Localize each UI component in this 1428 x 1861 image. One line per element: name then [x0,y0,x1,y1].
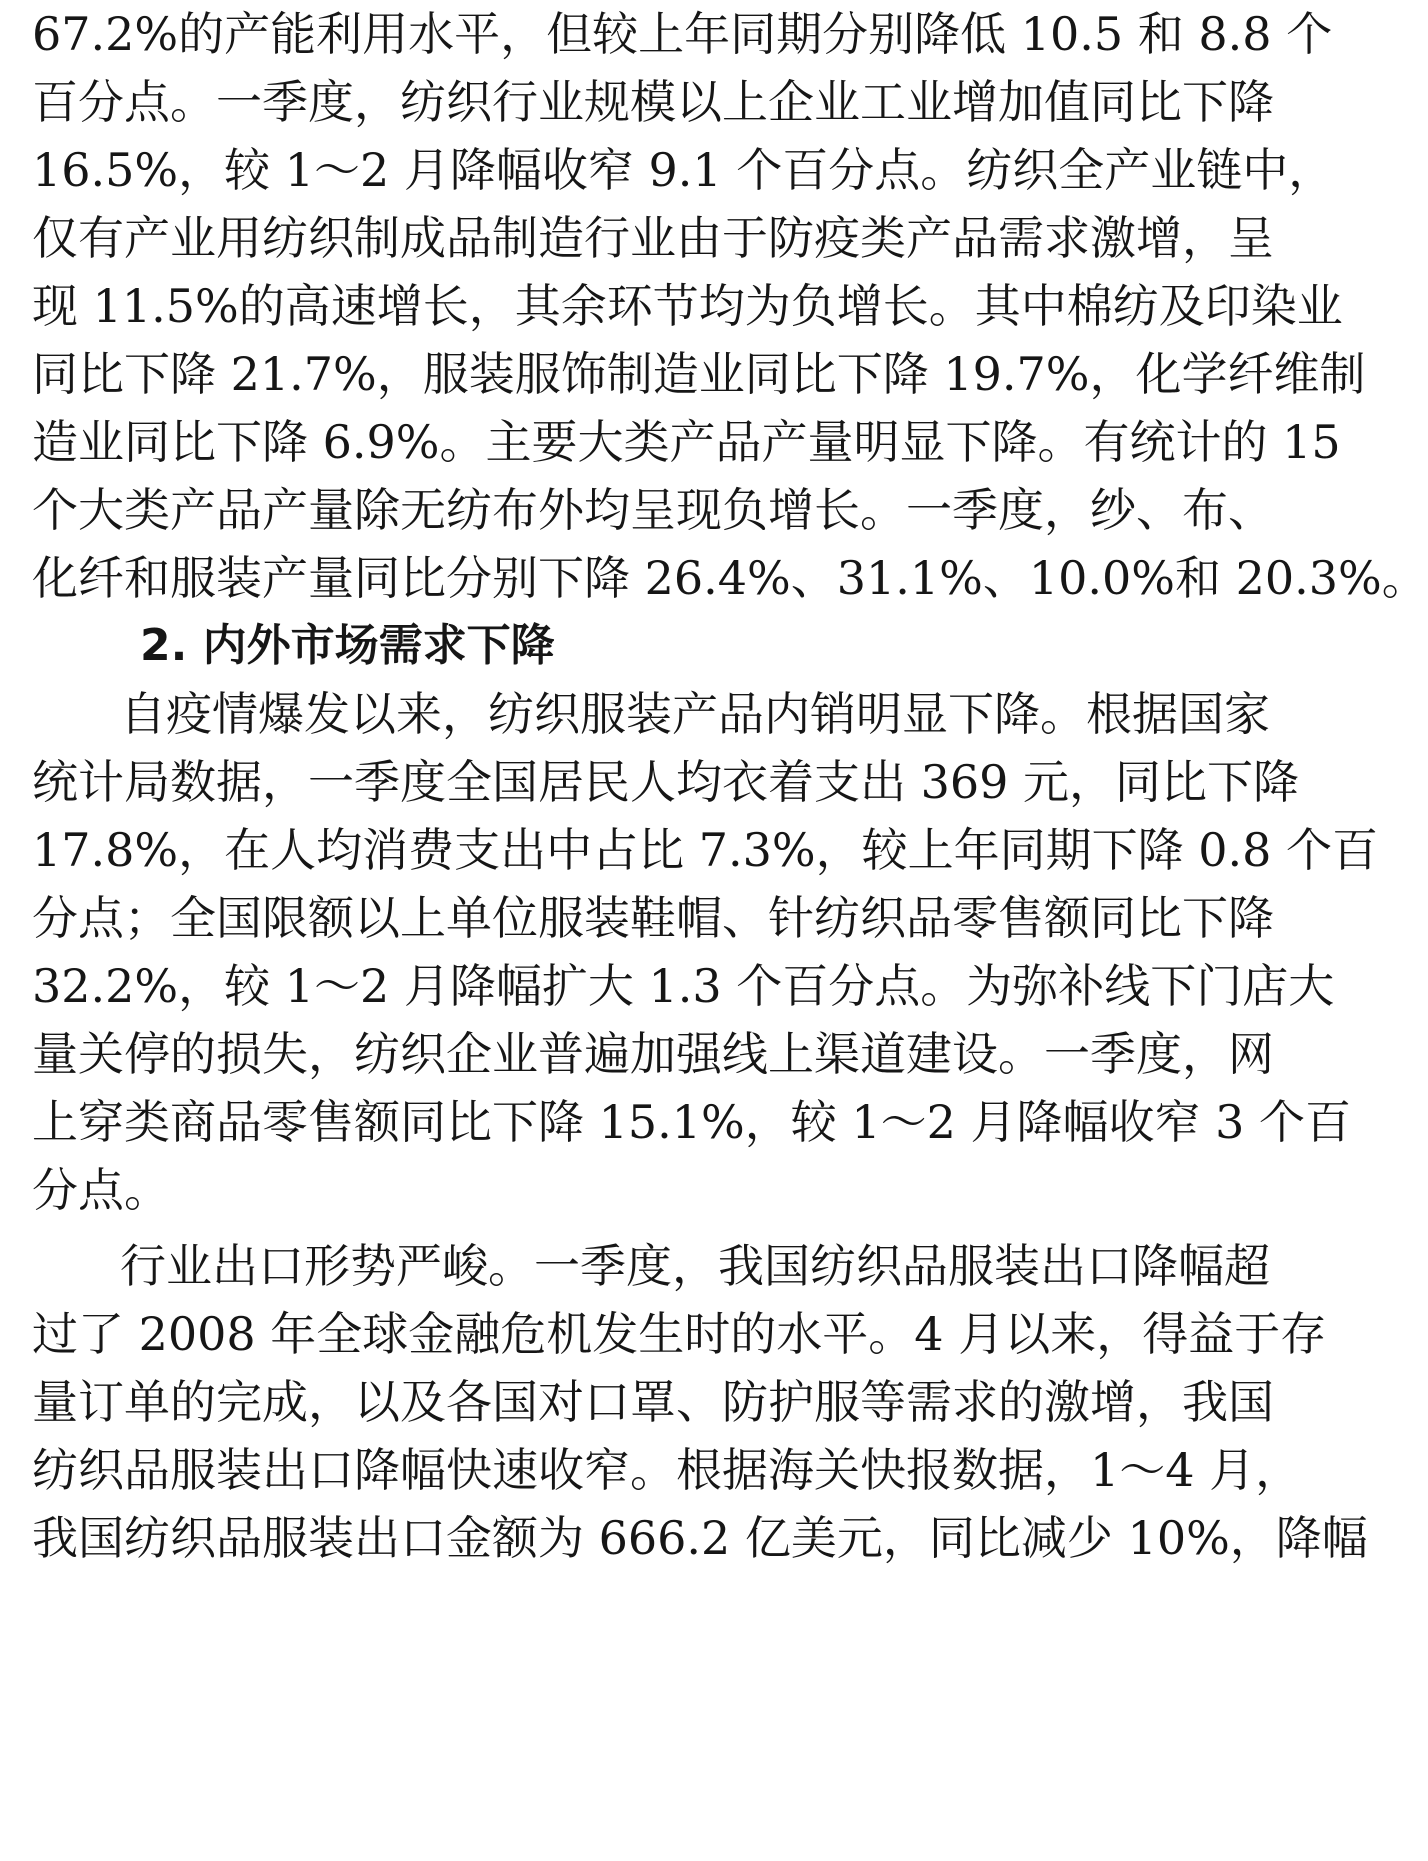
paragraph-line: 分点。 [32,1163,170,1217]
paragraph-line: 67.2%的产能利用水平，但较上年同期分别降低 10.5 和 8.8 个 [32,7,1333,61]
paragraph-line: 16.5%，较 1～2 月降幅收窄 9.1 个百分点。纺织全产业链中， [32,143,1335,197]
paragraph-line: 分点；全国限额以上单位服装鞋帽、针纺织品零售额同比下降 [32,891,1274,945]
paragraph-line: 过了 2008 年全球金融危机发生时的水平。4 月以来，得益于存 [32,1307,1327,1361]
paragraph-line: 化纤和服装产量同比分别下降 26.4%、31.1%、10.0%和 20.3%。 [32,551,1428,605]
paragraph-line: 我国纺织品服装出口金额为 666.2 亿美元，同比减少 10%，降幅 [32,1511,1368,1565]
paragraph-line: 个大类产品产量除无纺布外均呈现负增长。一季度，纱、布、 [32,483,1274,537]
paragraph-line: 造业同比下降 6.9%。主要大类产品产量明显下降。有统计的 15 [32,415,1341,469]
paragraph-line: 同比下降 21.7%，服装服饰制造业同比下降 19.7%，化学纤维制 [32,347,1366,401]
paragraph-line: 17.8%，在人均消费支出中占比 7.3%，较上年同期下降 0.8 个百 [32,823,1379,877]
paragraph-line: 仅有产业用纺织制成品制造行业由于防疫类产品需求激增，呈 [32,211,1274,265]
paragraph-line: 百分点。一季度，纺织行业规模以上企业工业增加值同比下降 [32,75,1274,129]
paragraph-line: 32.2%，较 1～2 月降幅扩大 1.3 个百分点。为弥补线下门店大 [32,959,1335,1013]
paragraph-line: 量关停的损失，纺织企业普遍加强线上渠道建设。一季度，网 [32,1027,1274,1081]
paragraph-line: 纺织品服装出口降幅快速收窄。根据海关快报数据，1～4 月， [32,1443,1302,1497]
paragraph-line: 自疫情爆发以来，纺织服装产品内销明显下降。根据国家 [120,687,1270,741]
paragraph-line: 统计局数据，一季度全国居民人均衣着支出 369 元，同比下降 [32,755,1300,809]
paragraph-line: 量订单的完成，以及各国对口罩、防护服等需求的激增，我国 [32,1375,1274,1429]
section-heading: 2. 内外市场需求下降 [140,620,555,671]
paragraph-line: 行业出口形势严峻。一季度，我国纺织品服装出口降幅超 [120,1239,1270,1293]
paragraph-line: 上穿类商品零售额同比下降 15.1%，较 1～2 月降幅收窄 3 个百 [32,1095,1352,1149]
paragraph-line: 现 11.5%的高速增长，其余环节均为负增长。其中棉纺及印染业 [32,279,1343,333]
